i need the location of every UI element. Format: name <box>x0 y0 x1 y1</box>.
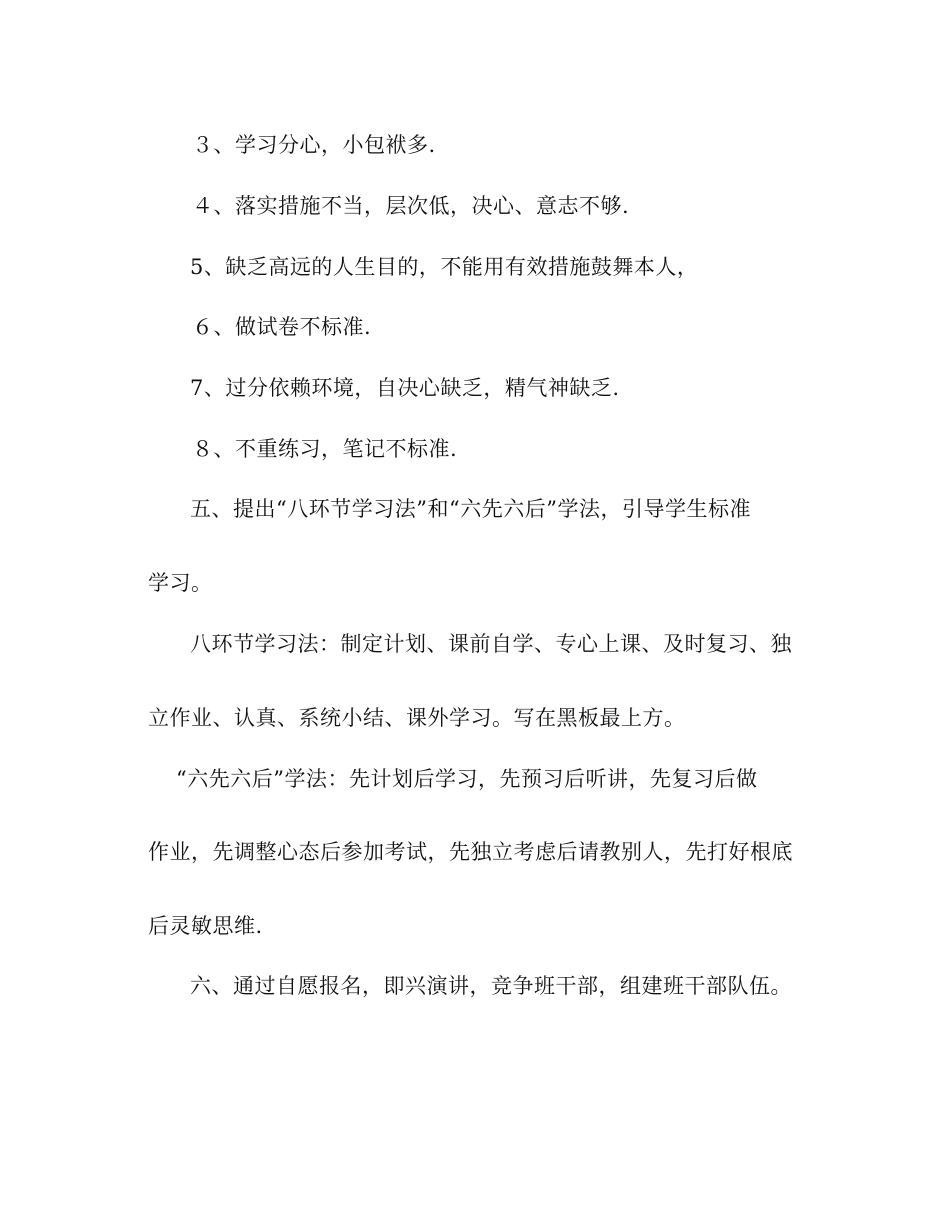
six-first-paragraph-line-3: 后灵敏思维. <box>148 914 263 938</box>
six-first-paragraph-line-1: “六先六后”学法：先计划后学习，先预习后听讲，先复习后做 <box>176 767 758 791</box>
list-item-6: ６、做试卷不标准. <box>192 315 372 339</box>
section-5-heading-line-1: 五、提出“八环节学习法”和“六先六后”学法，引导学生标准 <box>190 497 751 521</box>
eight-steps-paragraph-line-1: 八环节学习法：制定计划、课前自学、专心上课、及时复习、独 <box>190 632 792 656</box>
eight-steps-paragraph-line-2: 立作业、认真、系统小结、课外学习。写在黑板最上方。 <box>148 706 686 730</box>
list-item-5: 5、缺乏高远的人生目的，不能用有效措施鼓舞本人， <box>190 255 699 279</box>
list-item-4: ４、落实措施不当，层次低，决心、意志不够. <box>192 194 630 218</box>
six-first-paragraph-line-2: 作业，先调整心态后参加考试，先独立考虑后请教别人，先打好根底 <box>148 840 793 864</box>
list-item-7: 7、过分依赖环境，自决心缺乏，精气神缺乏. <box>190 376 620 400</box>
section-6-heading: 六、通过自愿报名，即兴演讲，竞争班干部，组建班干部队伍。 <box>190 974 792 998</box>
section-5-heading-line-2: 学习。 <box>148 571 213 595</box>
list-item-8: ８、不重练习，笔记不标准. <box>192 437 458 461</box>
list-item-3: ３、学习分心，小包袱多. <box>192 133 436 157</box>
